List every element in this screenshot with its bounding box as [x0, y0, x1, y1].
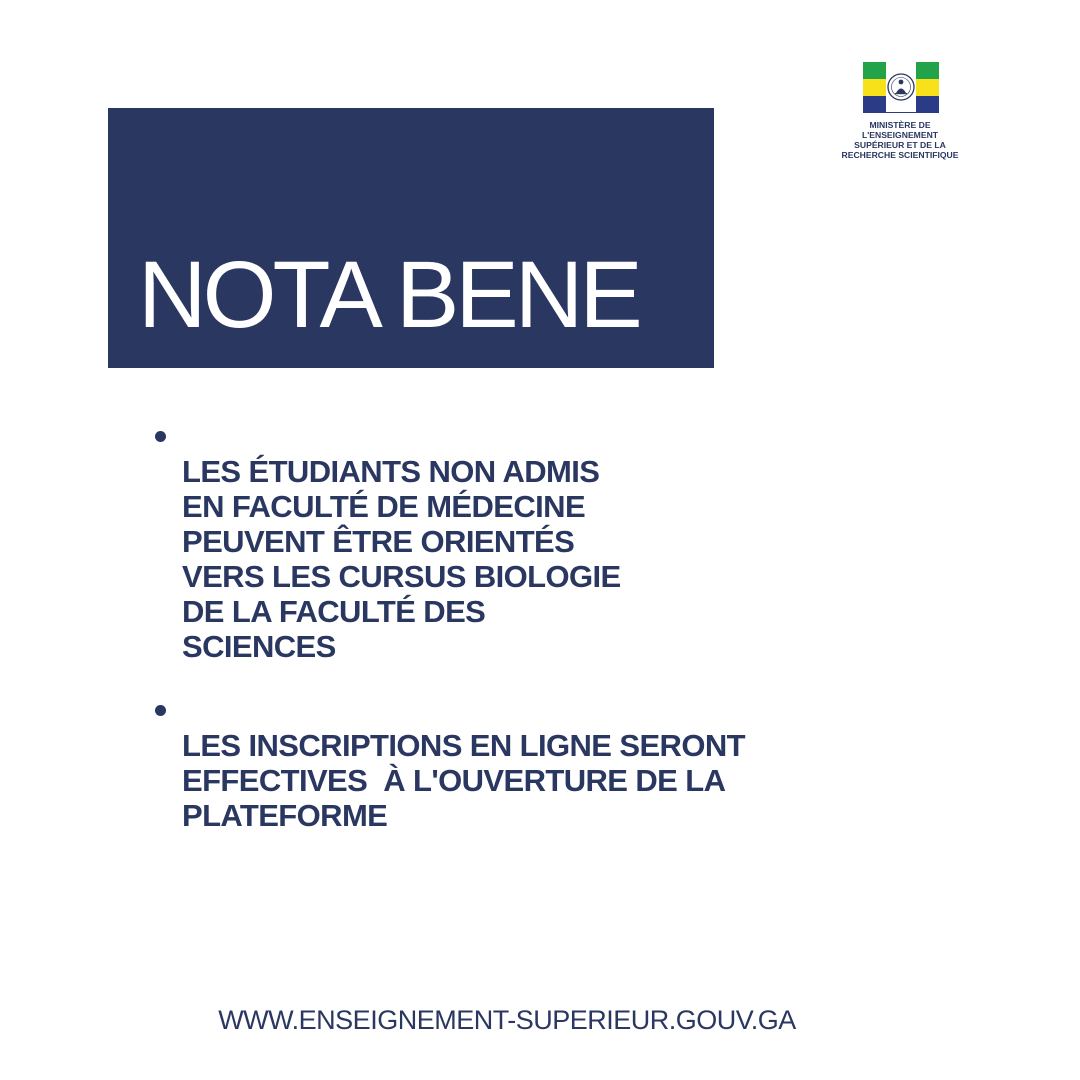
bullet-item-medecine: [150, 425, 790, 664]
bullet-item-inscriptions: [150, 699, 790, 833]
bullet-dot-icon: [155, 705, 166, 716]
bullet-text: LES INSCRIPTIONS EN LIGNE SERONT EFFECTIVES À L'OUVERTURE DE LA PLATEFORME: [182, 728, 745, 833]
seal-icon: [886, 62, 916, 112]
ministry-line: L'ENSEIGNEMENT: [861, 130, 939, 140]
website-url: WWW.ENSEIGNEMENT-SUPERIEUR.GOUV.GA: [218, 1005, 796, 1035]
ministry-line: RECHERCHE SCIENTIFIQUE: [841, 150, 959, 160]
title-banner: [108, 108, 714, 368]
ministry-name: [830, 120, 970, 160]
ministry-line: MINISTÈRE DE: [869, 120, 931, 130]
bullet-text: LES ÉTUDIANTS NON ADMIS EN FACULTÉ DE MÉDECINE PEUVENT ÊTRE ORIENTÉS VERS LES CURSUS BIOLOGIE DE LA FACULTÉ DES SCIENCES: [182, 454, 621, 664]
bullet-dot-icon: [155, 431, 166, 442]
page-title: NOTA BENE: [138, 242, 639, 348]
ministry-line: SUPÉRIEUR ET DE LA: [854, 140, 946, 150]
bullet-list: [150, 425, 790, 833]
